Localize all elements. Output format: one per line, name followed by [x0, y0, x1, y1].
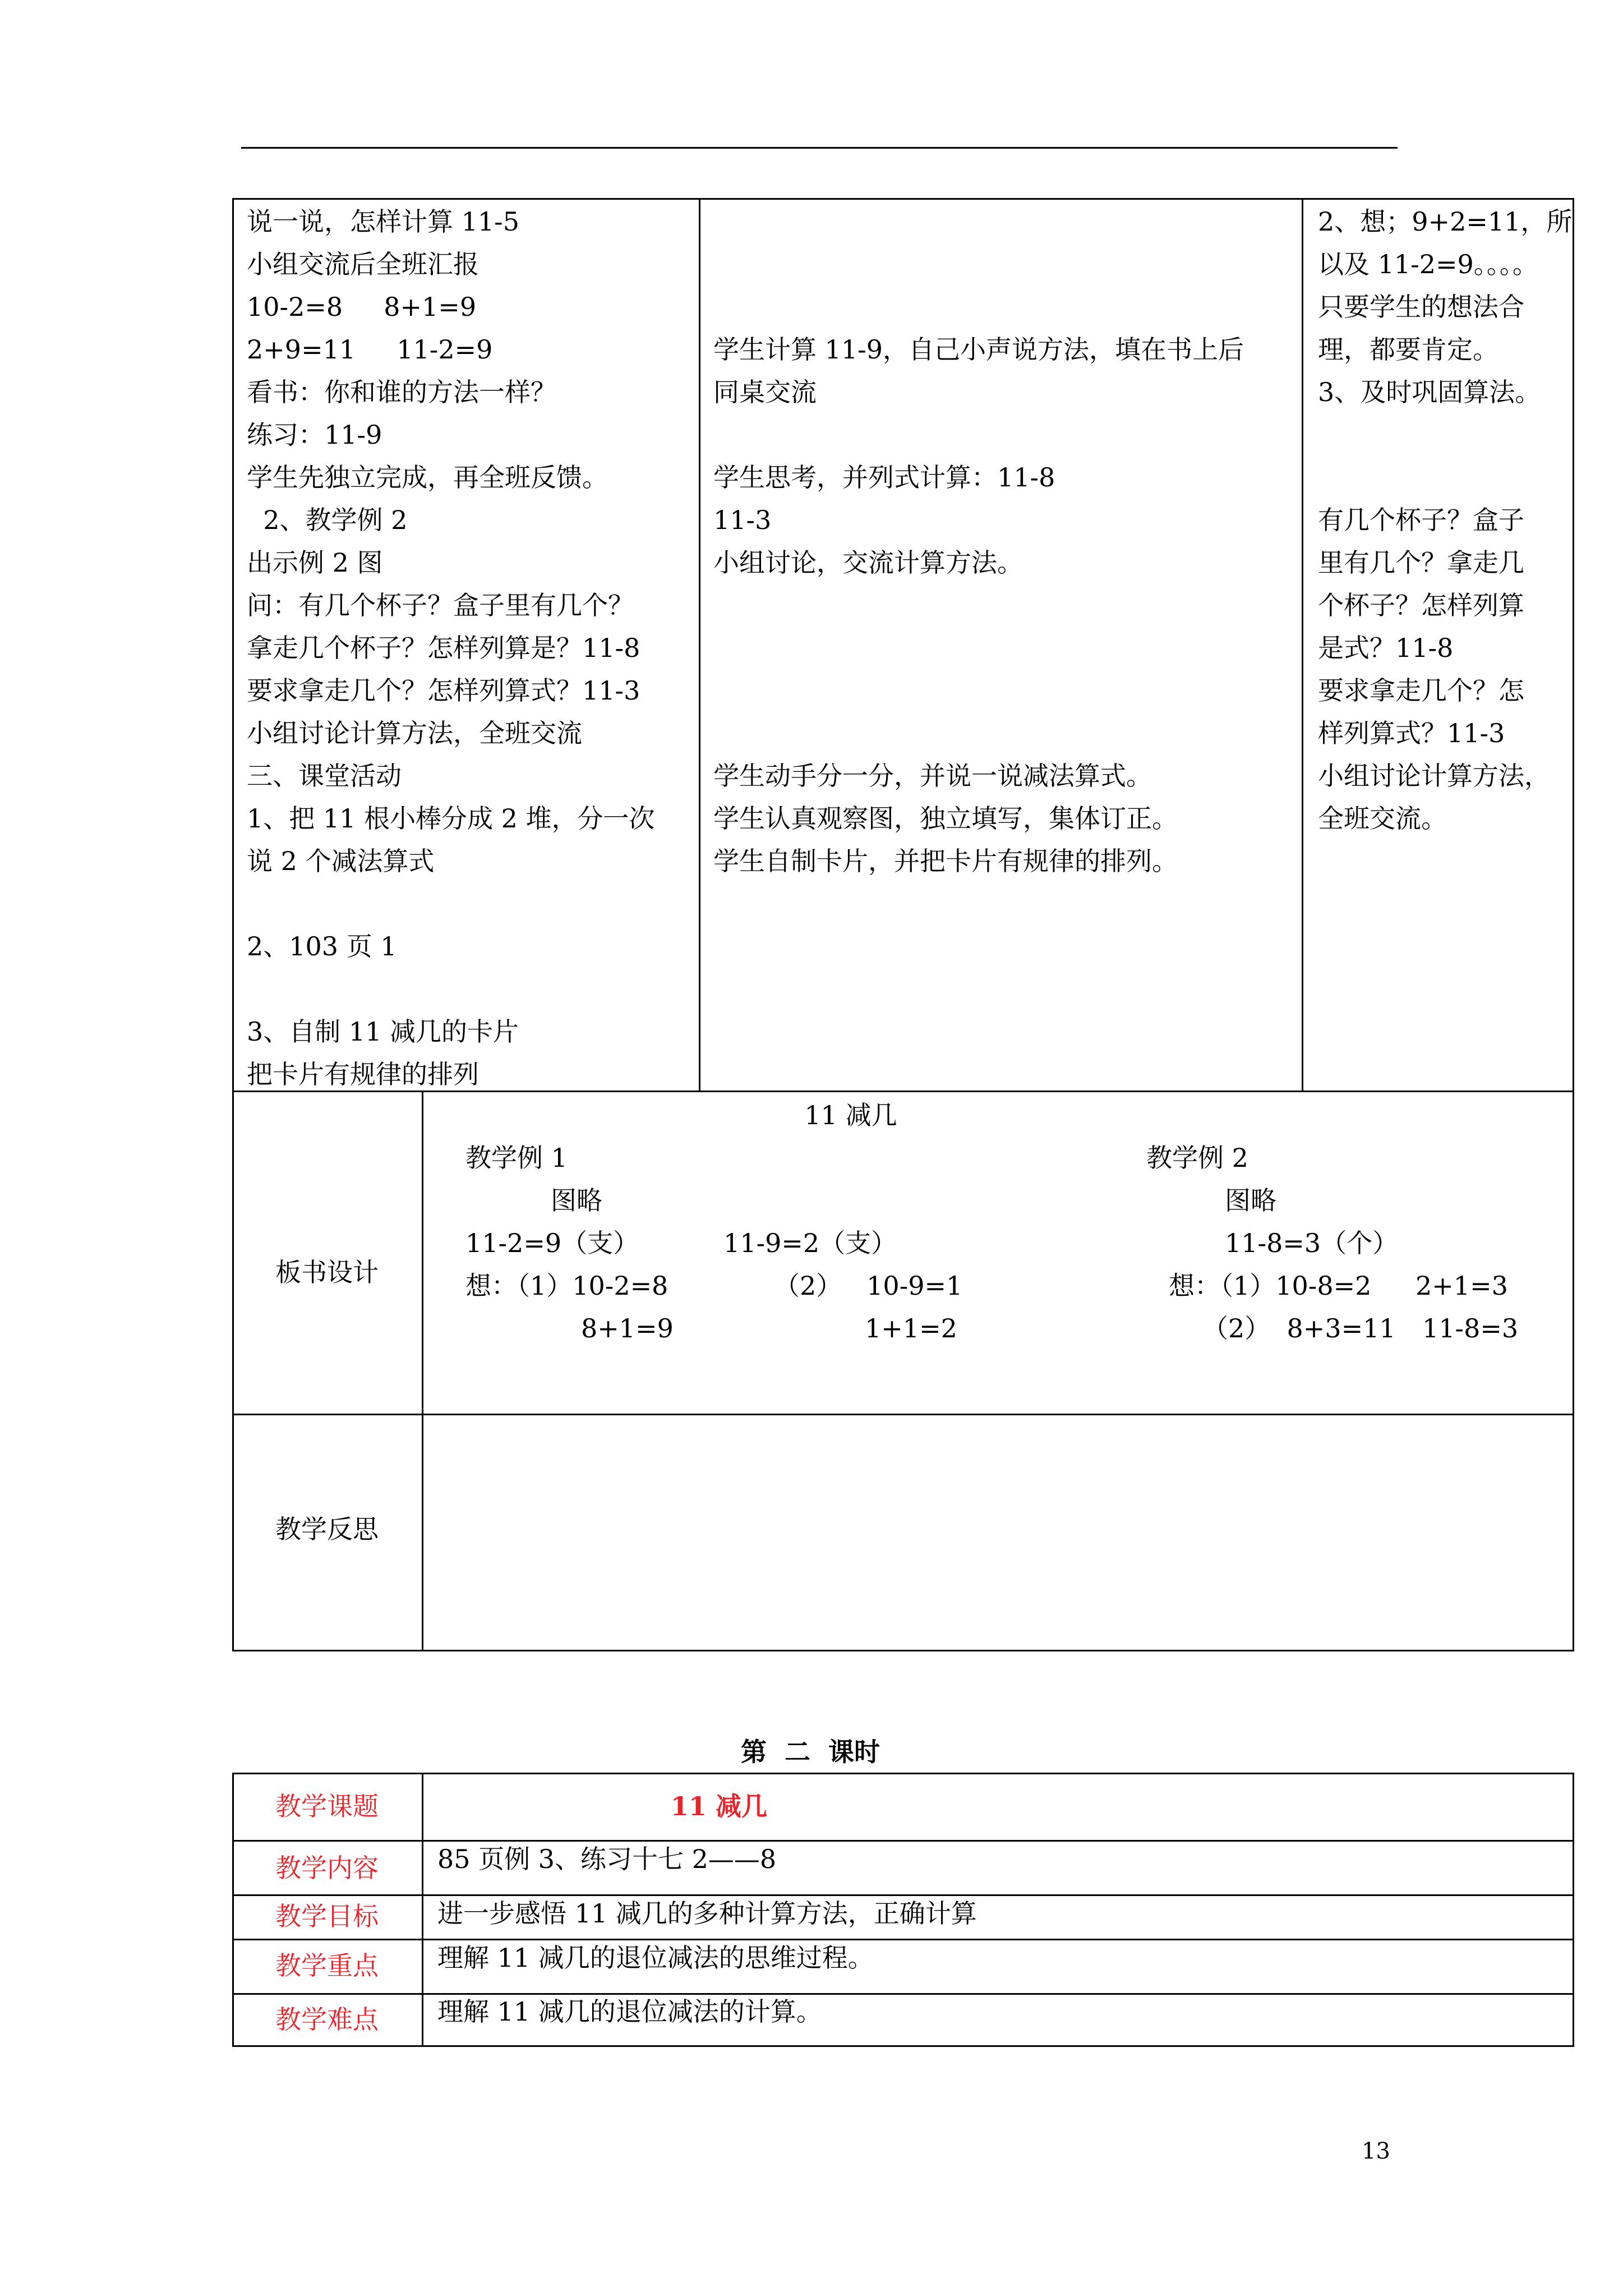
upper-col1-line: 问：有几个杯子？盒子里有几个？ [247, 590, 634, 620]
upper-col1-line: 三、课堂活动 [247, 761, 402, 791]
board-line-1: 8+1=9 [581, 1313, 674, 1343]
upper-col1-line: 把卡片有规律的排列 [247, 1059, 479, 1089]
lesson-row-line-4 [232, 1993, 1574, 1995]
upper-col3-line: 全班交流。 [1318, 803, 1447, 834]
lesson-value-content: 85 页例 3、练习十七 2——8 [437, 1844, 777, 1874]
upper-col2-line: 小组讨论，交流计算方法。 [713, 547, 1023, 578]
lesson-label-key: 教学重点 [275, 1950, 379, 1981]
upper-col2-line: 学生认真观察图，独立填写，集体订正。 [713, 803, 1178, 834]
upper-col-divider-1 [699, 198, 700, 1092]
upper-col2-line: 学生计算 11-9，自己小声说方法，填在书上后 [713, 334, 1244, 365]
upper-col3-line: 要求拿走几个？怎 [1318, 675, 1524, 706]
upper-col3-line: 个杯子？怎样列算 [1318, 590, 1524, 620]
upper-col2-line: 学生动手分一分，并说一说减法算式。 [713, 761, 1152, 791]
reflection-label: 教学反思 [275, 1514, 379, 1544]
upper-col2-line [713, 712, 1244, 754]
board-equation-3: 11-8=3（个） [1225, 1228, 1399, 1258]
header-rule [241, 147, 1398, 149]
board-line-3: （2） 8+3=11 [1202, 1313, 1396, 1343]
lesson-label-content: 教学内容 [275, 1853, 379, 1883]
upper-col3-line: 样列算式？11-3 [1318, 718, 1505, 748]
board-line-4: 11-8=3 [1422, 1313, 1519, 1343]
upper-col1-line: 说 2 个减法算式 [247, 846, 435, 876]
lesson-label-goal: 教学目标 [275, 1901, 379, 1931]
upper-col2-line [713, 669, 1244, 712]
board-think-1: 想：（1）10-2=8 [465, 1271, 668, 1301]
upper-col1-line: 3、自制 11 减几的卡片 [247, 1016, 519, 1047]
upper-col1-line: 拿走几个杯子？怎样列算是？11-8 [247, 633, 640, 663]
upper-col1-line: 出示例 2 图 [247, 547, 383, 578]
upper-col1-line [247, 968, 655, 1010]
upper-col2-line: 学生自制卡片，并把卡片有规律的排列。 [713, 846, 1178, 876]
upper-col1-line [247, 882, 655, 925]
board-think-3: 想：（1）10-8=2 [1169, 1271, 1372, 1301]
upper-col3-line: 2、想；9+2=11，所 [1318, 206, 1573, 237]
upper-col3-line: 是式？11-8 [1318, 633, 1454, 663]
upper-col1-line: 2、教学例 2 [247, 505, 408, 535]
lesson-label-topic: 教学课题 [275, 1791, 379, 1821]
upper-col3-line: 以及 11-2=9。。。。 [1318, 249, 1538, 279]
board-label: 板书设计 [275, 1257, 379, 1287]
upper-col-divider-2 [1302, 198, 1303, 1092]
upper-col1-line: 10-2=8 8+1=9 [247, 292, 477, 322]
upper-col2-line: 11-3 [713, 505, 772, 535]
lesson-value-key: 理解 11 减几的退位减法的思维过程。 [437, 1943, 874, 1973]
board-example-1: 教学例 1 [465, 1143, 568, 1173]
upper-col2-text [713, 200, 1244, 882]
board-figure-1: 图略 [551, 1185, 602, 1216]
upper-col2-line [713, 413, 1244, 456]
upper-col1-line: 1、把 11 根小棒分成 2 堆，分一次 [247, 803, 655, 834]
upper-col1-line: 2+9=11 11-2=9 [247, 334, 493, 365]
reflection-row [232, 1414, 1574, 1651]
upper-col3-line: 有几个杯子？盒子 [1318, 505, 1524, 535]
board-equation-2: 11-9=2（支） [723, 1228, 897, 1258]
upper-col1-line: 说一说，怎样计算 11-5 [247, 206, 519, 237]
lesson-row-line-3 [232, 1939, 1574, 1940]
upper-col2-line [713, 200, 1244, 243]
upper-col3-line: 里有几个？拿走几 [1318, 547, 1524, 578]
upper-col2-line [713, 627, 1244, 669]
upper-col1-text [247, 200, 655, 1096]
upper-col1-line: 要求拿走几个？怎样列算式？11-3 [247, 675, 640, 706]
page-number: 13 [1362, 2138, 1390, 2164]
upper-col2-line: 学生思考，并列式计算：11-8 [713, 462, 1055, 493]
board-example-2: 教学例 2 [1146, 1143, 1248, 1173]
upper-col1-line: 小组交流后全班汇报 [247, 249, 479, 279]
board-think-4: 2+1=3 [1415, 1271, 1508, 1301]
board-equation-1: 11-2=9（支） [465, 1228, 639, 1258]
lesson-value-difficulty: 理解 11 减几的退位减法的计算。 [437, 1996, 822, 2027]
upper-col1-line: 看书：你和谁的方法一样？ [247, 377, 556, 407]
upper-col3-line: 3、及时巩固算法。 [1318, 377, 1541, 407]
board-figure-2: 图略 [1225, 1185, 1276, 1216]
board-title: 11 减几 [804, 1100, 897, 1130]
upper-col3-text [1318, 200, 1572, 840]
lesson-value-topic: 11 减几 [670, 1791, 768, 1821]
upper-col2-line [713, 286, 1244, 328]
upper-col1-line: 2、103 页 1 [247, 931, 397, 961]
upper-col3-line: 只要学生的想法合 [1318, 292, 1524, 322]
upper-col3-line: 小组讨论计算方法， [1318, 761, 1550, 791]
upper-col1-line: 练习：11-9 [247, 420, 382, 450]
lesson-label-difficulty: 教学难点 [275, 2004, 379, 2035]
upper-col2-line: 同桌交流 [713, 377, 817, 407]
upper-col1-line: 小组讨论计算方法，全班交流 [247, 718, 582, 748]
board-line-2: 1+1=2 [865, 1313, 957, 1343]
board-think-2: （2） 10-9=1 [774, 1271, 963, 1301]
upper-col3-line: 理，都要肯定。 [1318, 334, 1498, 365]
lesson-row-line-1 [232, 1840, 1574, 1842]
upper-col3-line [1318, 413, 1572, 456]
upper-col2-line [713, 584, 1244, 627]
section-title: 第 二 课时 [740, 1737, 880, 1767]
upper-col1-line: 学生先独立完成，再全班反馈。 [247, 462, 608, 493]
upper-col3-line [1318, 456, 1572, 499]
lesson-value-goal: 进一步感悟 11 减几的多种计算方法，正确计算 [437, 1898, 977, 1929]
upper-col2-line [713, 243, 1244, 286]
